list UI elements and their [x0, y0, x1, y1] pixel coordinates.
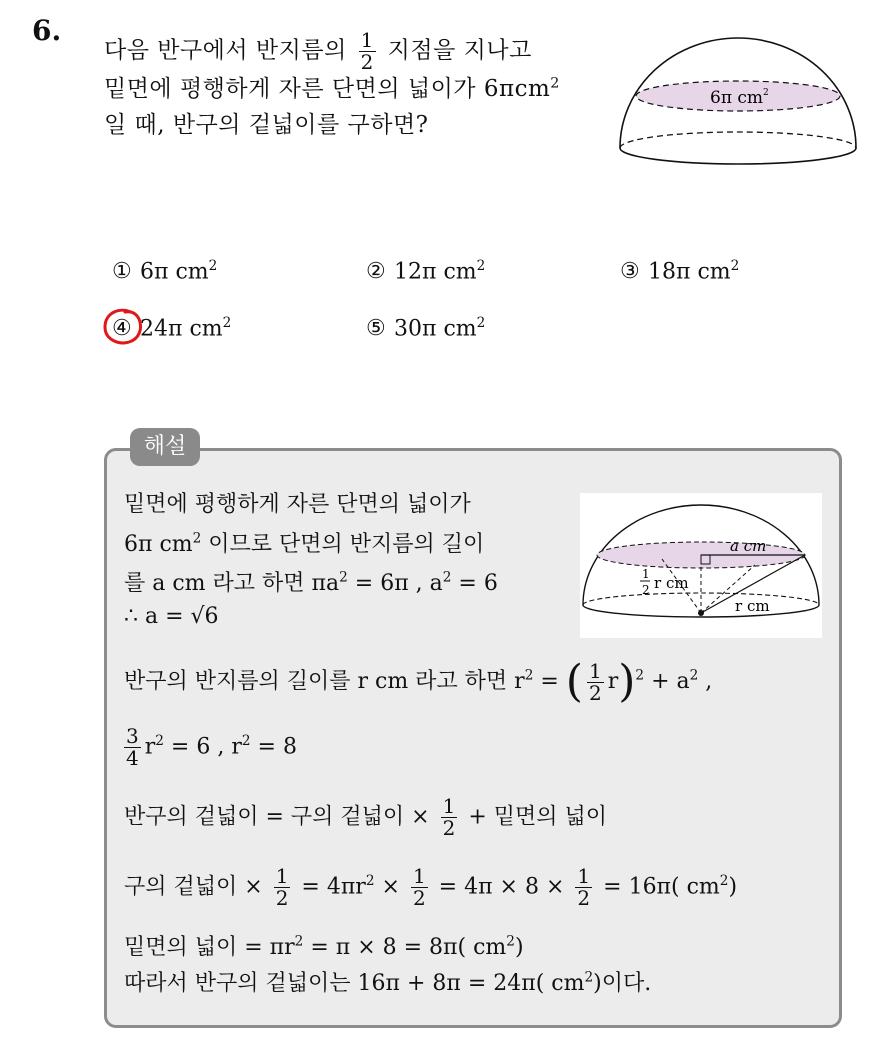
superscript: 2 [476, 315, 486, 331]
choice-marker: ② [366, 259, 386, 285]
solution-text: 반구의 겉넓이 = 구의 겉넓이 × [124, 804, 430, 830]
choice-3[interactable] [620, 258, 739, 284]
question-text: 지점을 지나고 [387, 37, 532, 64]
hemisphere-detail-figure [580, 493, 822, 638]
math-text: r [607, 669, 619, 694]
choice-text: 12π cm [394, 259, 477, 285]
solution-line-7 [124, 796, 607, 839]
fraction-half [441, 796, 458, 839]
choice-2[interactable] [366, 258, 485, 284]
fraction-numerator: 1 [577, 864, 591, 888]
math-text: + a [644, 669, 690, 694]
fraction-half [359, 30, 376, 73]
choice-marker: ⑤ [366, 316, 386, 342]
fraction-numerator: 1 [588, 658, 602, 683]
superscript: 2 [524, 667, 534, 684]
superscript: 2 [476, 258, 486, 274]
label-half-r: r cm [654, 574, 689, 592]
superscript: 2 [442, 569, 452, 586]
solution-text: )이다. [593, 971, 652, 996]
superscript: 2 [550, 75, 560, 92]
fraction-half [411, 866, 428, 909]
superscript: 2 [222, 315, 232, 331]
solution-text: 따라서 반구의 겉넓이는 16π + 8π = 24π( cm [124, 971, 585, 996]
solution-line-2 [124, 527, 484, 558]
fraction-numerator: 1 [360, 28, 374, 52]
fraction-half [587, 658, 604, 705]
choice-marker: ① [112, 259, 132, 285]
superscript: 2 [719, 873, 729, 890]
superscript: 2 [730, 258, 740, 274]
label-half-den: 2 [642, 583, 650, 597]
solution-line-3 [124, 566, 498, 597]
superscript: 2 [339, 569, 348, 586]
fraction-half [274, 866, 291, 909]
superscript: 2 [208, 258, 218, 274]
choice-text: 30π cm [394, 316, 477, 342]
fraction-numerator: 1 [442, 794, 456, 818]
solution-line-8 [124, 866, 737, 909]
solution-line-6 [124, 726, 297, 769]
math-text: ) [514, 935, 524, 960]
solution-line-4: ∴ a = √6 [124, 604, 219, 629]
math-text: = 4π × 8 × [438, 874, 565, 900]
base-back-arc [620, 132, 856, 148]
center-point [698, 610, 704, 616]
superscript: 2 [192, 530, 202, 547]
question-text: 밑면에 평행하게 자른 단면의 넓이가 6πcm [104, 76, 551, 102]
solution-line-5 [124, 656, 713, 707]
choice-1[interactable] [112, 258, 217, 284]
superscript: 2 [241, 733, 251, 750]
math-text: = 8 [250, 734, 297, 760]
math-text: ) [728, 874, 738, 900]
math-text: = π × 8 = 8π( cm [303, 935, 507, 960]
solution-line-10 [124, 966, 651, 997]
fraction-denominator: 2 [360, 50, 374, 74]
choice-5[interactable] [366, 315, 485, 341]
left-paren: ( [565, 656, 583, 707]
math-text: = [533, 669, 566, 694]
question-number: 6. [32, 14, 62, 47]
superscript: 2 [635, 667, 645, 684]
choice-text: 6π cm [140, 259, 209, 285]
superscript: 2 [506, 933, 515, 950]
math-text: = 6 [451, 571, 498, 596]
solution-text: 구의 겉넓이 × [124, 874, 263, 900]
math-text: 6π cm [124, 532, 193, 557]
solution-line-1: 밑면에 평행하게 자른 단면의 넓이가 [124, 492, 471, 517]
choice-text: 24π cm [140, 316, 223, 342]
base-front-arc [620, 148, 856, 164]
choice-marker: ③ [620, 259, 640, 285]
superscript: 2 [155, 733, 164, 750]
fraction-denominator: 2 [588, 680, 602, 705]
fraction-half [575, 866, 592, 909]
math-text: = 16π( cm [603, 874, 720, 900]
choice-text: 18π cm [648, 259, 731, 285]
fraction-numerator: 1 [275, 864, 289, 888]
fraction-numerator: 1 [412, 864, 426, 888]
fraction-three-quarters [124, 726, 141, 769]
solution-text: 이므로 단면의 반지름의 길이 [201, 532, 485, 557]
hemisphere-detail-svg [580, 493, 822, 638]
solution-text: 를 a cm 라고 하면 πa [124, 571, 340, 596]
solution-line-9 [124, 930, 524, 961]
label-half-num: 1 [642, 567, 650, 581]
label-r: r cm [735, 597, 770, 615]
fraction-denominator: 2 [412, 886, 426, 910]
cross-section-label: 6π $cm^2$ [710, 88, 769, 108]
solution-tag: 해설 [130, 428, 200, 466]
superscript: 2 [689, 667, 699, 684]
question-text: 다음 반구에서 반지름의 [104, 37, 347, 64]
label-a: a cm [730, 537, 767, 555]
math-text: , [698, 669, 713, 694]
answer-circle-icon [101, 307, 145, 347]
choice-marker: ④ [112, 316, 132, 342]
fraction-numerator: 3 [126, 724, 139, 748]
solution-text: + 밑면의 넓이 [468, 804, 608, 830]
superscript: 2 [365, 873, 375, 890]
math-text: = 6π , a [347, 571, 443, 596]
solution-text: 밑면의 넓이 = πr [124, 935, 295, 960]
fraction-denominator: 2 [275, 886, 289, 910]
hemisphere-figure [612, 30, 864, 180]
question-line-2 [104, 70, 560, 103]
math-text: r [144, 734, 156, 760]
math-text: × [374, 874, 400, 900]
math-text: = 4πr [301, 874, 366, 900]
superscript: 2 [584, 969, 594, 986]
fraction-denominator: 4 [126, 746, 139, 770]
superscript: 2 [294, 933, 304, 950]
solution-text: 반구의 반지름의 길이를 r cm 라고 하면 r [124, 669, 525, 694]
math-text: = 6 , r [163, 734, 242, 760]
question-line-1 [104, 30, 532, 73]
fraction-denominator: 2 [442, 816, 456, 840]
question-line-3: 일 때, 반구의 겉넓이를 구하면? [104, 112, 429, 138]
fraction-denominator: 2 [577, 886, 591, 910]
right-paren: ) [618, 656, 636, 707]
